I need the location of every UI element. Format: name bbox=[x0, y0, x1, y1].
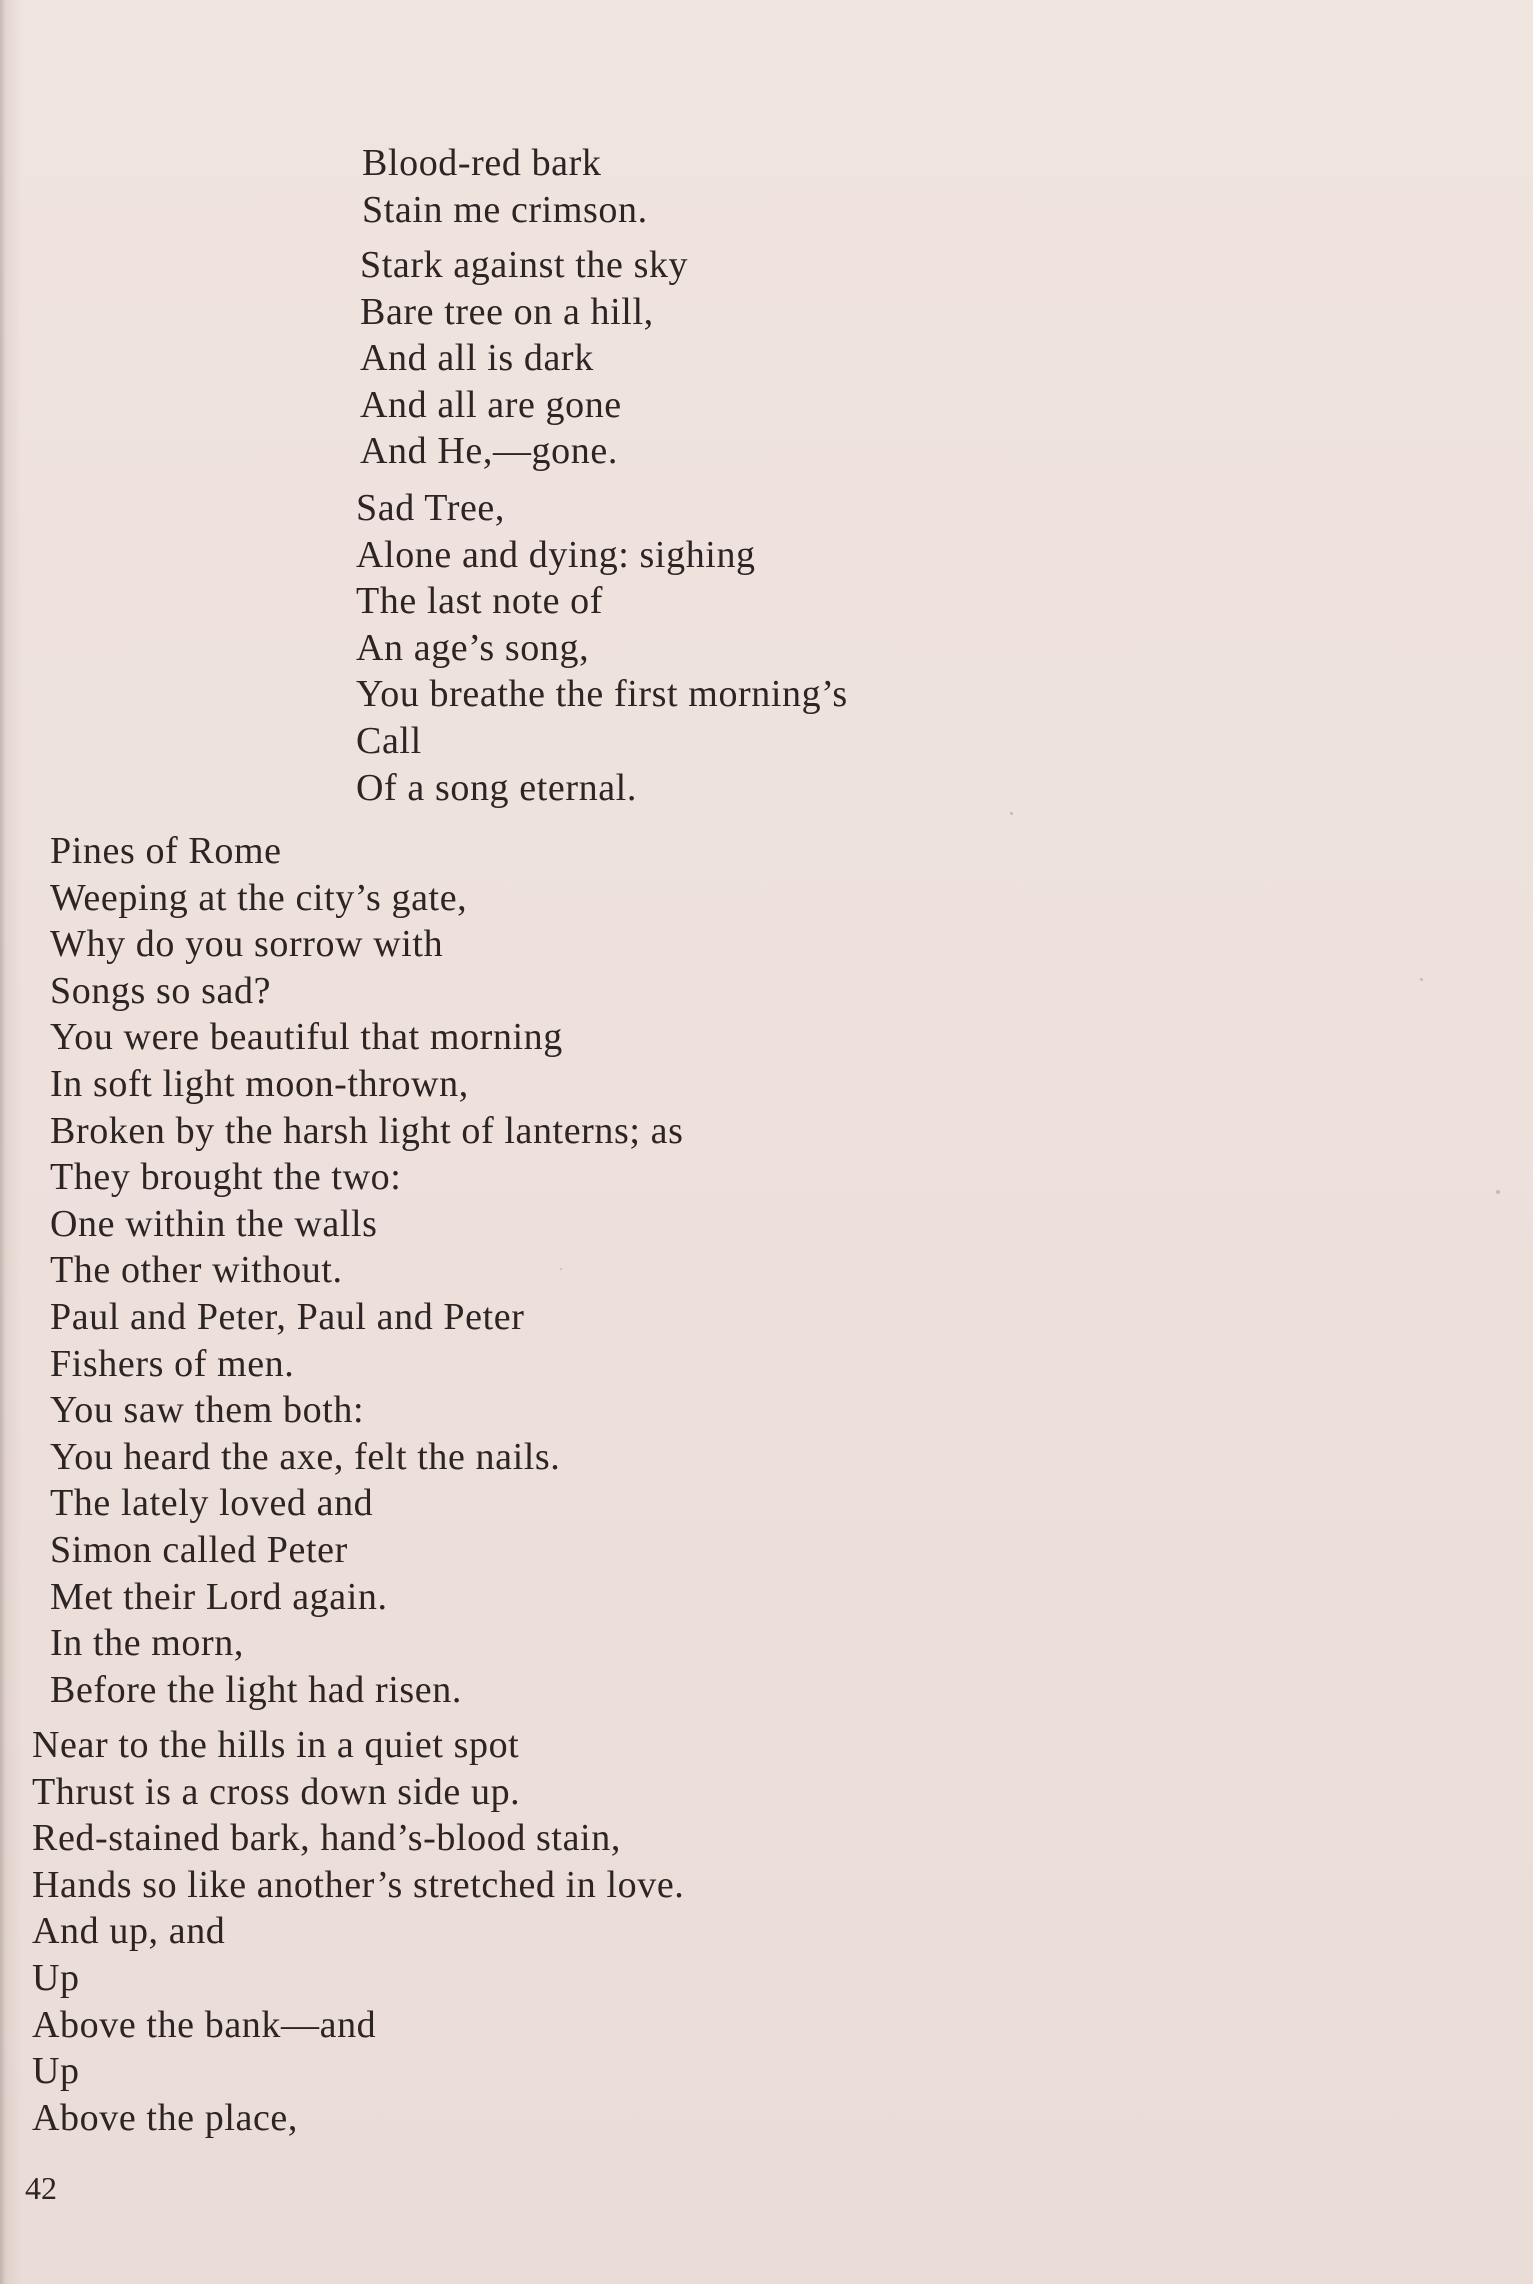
poem-line: Broken by the harsh light of lanterns; as bbox=[50, 1109, 684, 1152]
poem-line: Met their Lord again. bbox=[50, 1575, 388, 1618]
poem-line: Stark against the sky bbox=[360, 244, 689, 286]
poem-line: Before the light had risen. bbox=[50, 1668, 462, 1711]
poem-stanza-1 bbox=[362, 140, 648, 233]
poem-stanza-2 bbox=[360, 242, 688, 475]
poem-line: And He,—gone. bbox=[360, 430, 618, 473]
poem-line: And up, and bbox=[32, 1910, 226, 1953]
poem-line: You heard the axe, felt the nails. bbox=[50, 1435, 561, 1478]
poem-line: Fishers of men. bbox=[50, 1342, 295, 1385]
poem-line: You were beautiful that morning bbox=[50, 1016, 563, 1059]
poem-line: Weeping at the city’s gate, bbox=[50, 876, 468, 919]
poem-line: Alone and dying: sighing bbox=[356, 533, 756, 576]
poem-line: They brought the two: bbox=[50, 1156, 402, 1199]
poem-line: Songs so sad? bbox=[50, 969, 272, 1012]
poem-line: You breathe the first morning’s bbox=[356, 673, 848, 716]
poem-stanza-4 bbox=[50, 828, 684, 1713]
poem-line: Pines of Rome bbox=[50, 830, 282, 872]
poem-line: Simon called Peter bbox=[50, 1528, 348, 1571]
page-number: 42 bbox=[25, 2170, 57, 2206]
poem-stanza-3 bbox=[356, 485, 848, 811]
poem-line: Above the place, bbox=[32, 2096, 298, 2139]
poem-line: Why do you sorrow with bbox=[50, 923, 444, 966]
paper-speck bbox=[1010, 812, 1013, 815]
poem-line: And all are gone bbox=[360, 383, 622, 426]
poem-stanza-5 bbox=[32, 1722, 684, 2141]
poem-line: Bare tree on a hill, bbox=[360, 290, 654, 333]
poem-line: In soft light moon-thrown, bbox=[50, 1062, 469, 1105]
poem-line: The lately loved and bbox=[50, 1482, 374, 1525]
poem-line: Hands so like another’s stretched in love. bbox=[32, 1863, 685, 1906]
poem-line: Of a song eternal. bbox=[356, 766, 637, 809]
poem-line: Red-stained bark, hand’s-blood stain, bbox=[32, 1817, 621, 1860]
poem-line: And all is dark bbox=[360, 337, 594, 380]
poem-line: Up bbox=[32, 2050, 80, 2093]
paper-speck bbox=[1496, 1190, 1500, 1194]
poem-line: Blood-red bark bbox=[362, 142, 602, 184]
poem-line: One within the walls bbox=[50, 1202, 378, 1245]
poem-line: In the morn, bbox=[50, 1622, 244, 1665]
poem-line: Near to the hills in a quiet spot bbox=[32, 1724, 520, 1766]
poem-line: Up bbox=[32, 1956, 80, 1999]
poem-line: Sad Tree, bbox=[356, 487, 505, 529]
paper-speck bbox=[560, 1268, 562, 1270]
poem-line: Paul and Peter, Paul and Peter bbox=[50, 1295, 525, 1338]
poem-line: The other without. bbox=[50, 1249, 343, 1292]
paper-speck bbox=[1420, 978, 1423, 981]
poem-line: Call bbox=[356, 719, 422, 762]
poem-line: You saw them both: bbox=[50, 1389, 365, 1432]
poem-line: The last note of bbox=[356, 580, 604, 623]
poem-line: Thrust is a cross down side up. bbox=[32, 1770, 521, 1813]
poem-line: Stain me crimson. bbox=[362, 188, 648, 231]
poem-line: An age’s song, bbox=[356, 626, 590, 669]
poem-line: Above the bank—and bbox=[32, 2003, 377, 2046]
